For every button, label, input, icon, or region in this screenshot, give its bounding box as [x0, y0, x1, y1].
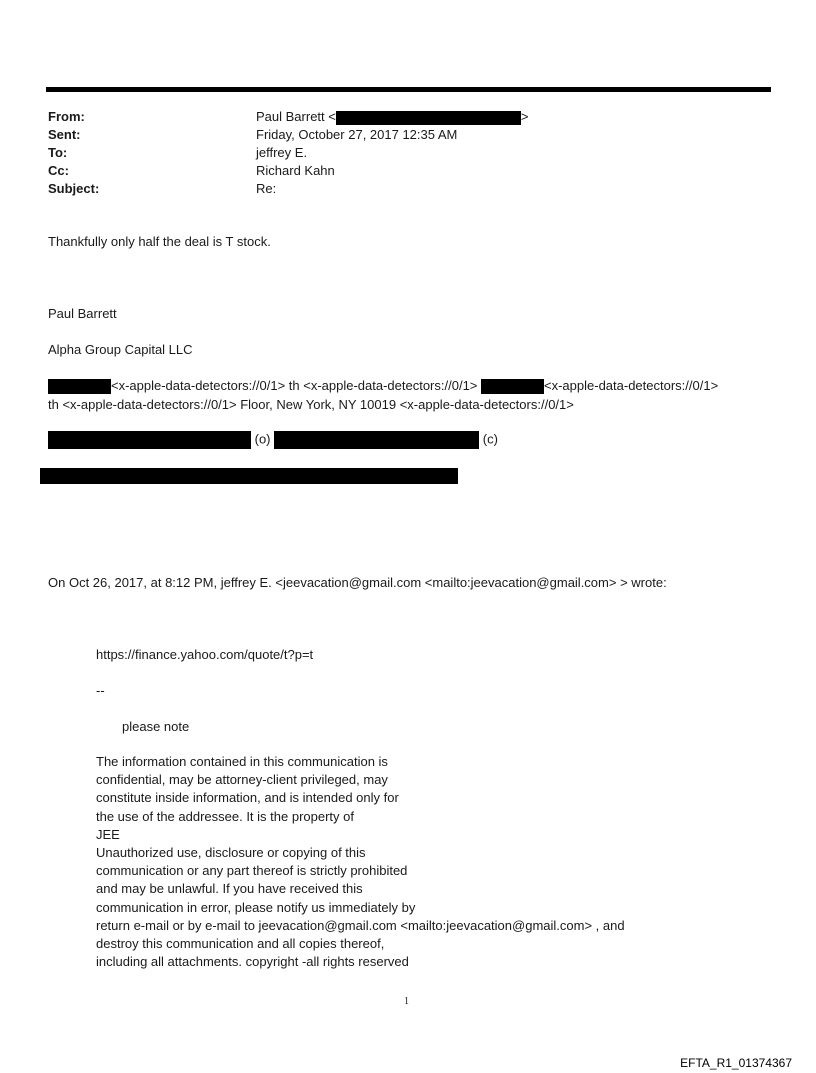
- message-text: Thankfully only half the deal is T stock.: [48, 234, 271, 249]
- document-id: EFTA_R1_01374367: [680, 1056, 792, 1070]
- disclaimer-line: JEE: [96, 826, 120, 842]
- email-header: [48, 108, 528, 198]
- disclaimer-line: and may be unlawful. If you have received this: [96, 881, 363, 897]
- disclaimer-line: constitute inside information, and is intended only for: [96, 790, 399, 806]
- phone-cell-label: (c): [482, 431, 498, 447]
- cc-row: [48, 162, 528, 180]
- subject-label: Subject:: [48, 181, 100, 196]
- signature-company: Alpha Group Capital LLC: [48, 342, 193, 357]
- address-part-1: <x-apple-data-detectors://0/1> th <x-apple-data-detectors://0/1>: [111, 378, 478, 393]
- redaction-box: [336, 111, 521, 125]
- phone-office-label: (o): [254, 431, 271, 447]
- redaction-box: [481, 379, 544, 394]
- disclaimer-line: Unauthorized use, disclosure or copying of this: [96, 845, 366, 861]
- disclaimer-line: communication or any part thereof is strictly prohibited: [96, 863, 408, 879]
- disclaimer-line: confidential, may be attorney-client privileged, may: [96, 772, 388, 788]
- address-line-1: [48, 378, 718, 394]
- subject-value: Re:: [256, 181, 277, 196]
- from-name: Paul Barrett: [256, 109, 325, 124]
- disclaimer-line: destroy this communication and all copies thereof,: [96, 936, 385, 952]
- from-label: From:: [48, 109, 85, 124]
- redaction-box: [40, 468, 458, 484]
- redaction-box: [48, 431, 251, 449]
- quote-link[interactable]: https://finance.yahoo.com/quote/t?p=t: [96, 647, 314, 662]
- disclaimer-line: return e-mail or by e-mail to jeevacation@gmail.com <mailto:jeevacation@gmail.com> , and: [96, 917, 625, 933]
- subject-row: [48, 180, 528, 198]
- quote-header: On Oct 26, 2017, at 8:12 PM, jeffrey E. <jeevacation@gmail.com <mailto:jeevacation@gmail.com> > wrote:: [48, 575, 667, 590]
- from-close-bracket: >: [520, 109, 529, 124]
- sent-label: Sent:: [48, 127, 81, 142]
- disclaimer-line: communication in error, please notify us immediately by: [96, 899, 416, 915]
- signature-name: Paul Barrett: [48, 306, 117, 321]
- redaction-box: [274, 431, 479, 449]
- disclaimer-line: the use of the addressee. It is the property of: [96, 808, 354, 824]
- from-open-bracket: <: [328, 109, 336, 124]
- phone-line: [48, 431, 498, 449]
- page-number: 1: [404, 996, 409, 1007]
- sent-value: Friday, October 27, 2017 12:35 AM: [256, 127, 458, 142]
- redaction-box: [48, 379, 111, 394]
- to-value: jeffrey E.: [256, 145, 308, 160]
- disclaimer-line: The information contained in this communication is: [96, 754, 388, 769]
- disclaimer-line: including all attachments. copyright -all rights reserved: [96, 954, 409, 970]
- to-row: [48, 144, 528, 162]
- cc-label: Cc:: [48, 163, 69, 178]
- from-row: [48, 108, 528, 126]
- from-value: [256, 108, 528, 126]
- cc-value: Richard Kahn: [256, 163, 335, 178]
- header-rule: [46, 87, 771, 92]
- address-line-2: th <x-apple-data-detectors://0/1> Floor, New York, NY 10019 <x-apple-data-detectors://0/1>: [48, 397, 574, 412]
- quote-separator: --: [96, 683, 105, 698]
- disclaimer: [96, 753, 625, 971]
- sent-row: [48, 126, 528, 144]
- address-part-2: <x-apple-data-detectors://0/1>: [544, 378, 719, 393]
- to-label: To:: [48, 145, 68, 160]
- please-note: please note: [122, 719, 190, 734]
